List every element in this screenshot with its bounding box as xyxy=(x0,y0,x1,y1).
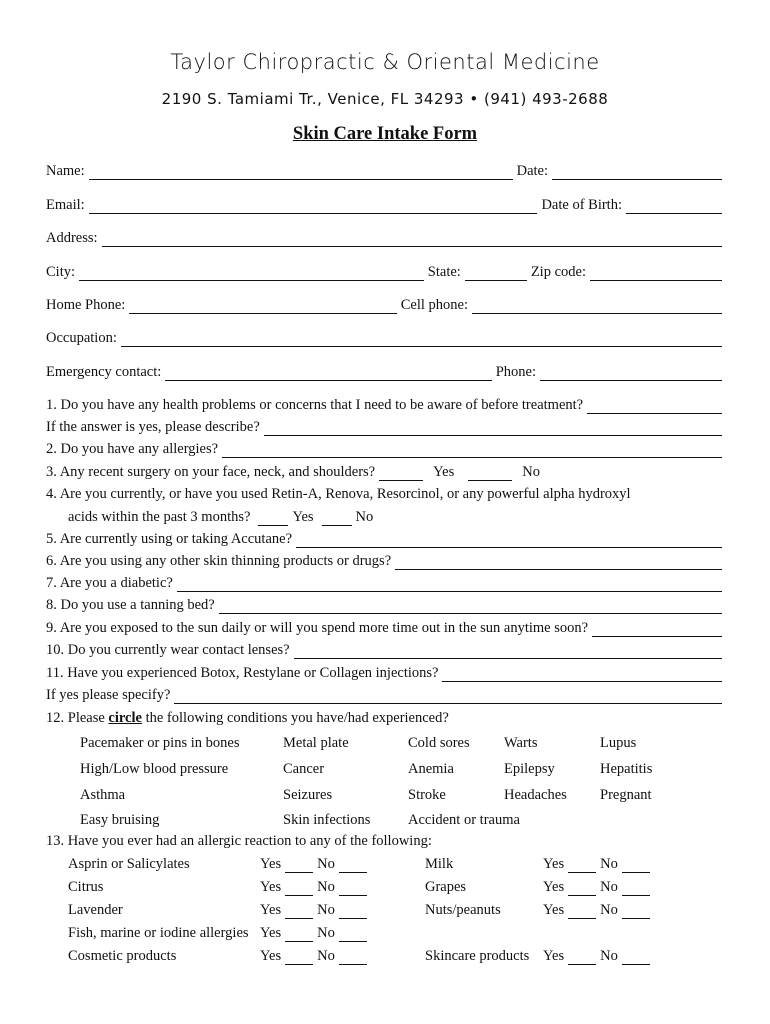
question-8 xyxy=(46,597,726,614)
allergen-label: Fish, marine or iodine allergies xyxy=(68,925,249,941)
yes-label: Yes xyxy=(543,902,565,918)
question-2-text: 2. Do you have any allergies? xyxy=(46,441,219,457)
yes-label: Yes xyxy=(543,948,565,964)
condition-item[interactable]: Accident or trauma xyxy=(408,812,520,828)
question-7-answer[interactable] xyxy=(177,577,722,592)
yes-blank[interactable] xyxy=(568,881,596,896)
allergen-label: Grapes xyxy=(425,879,467,895)
no-blank[interactable] xyxy=(339,927,367,942)
condition-item[interactable]: Metal plate xyxy=(283,735,349,751)
allergen-label: Nuts/peanuts xyxy=(425,902,501,918)
home-phone-label: Home Phone: xyxy=(46,297,126,313)
no-label: No xyxy=(317,948,335,964)
condition-item[interactable]: High/Low blood pressure xyxy=(80,761,229,777)
no-label: No xyxy=(600,879,618,895)
yes-label: Yes xyxy=(543,879,565,895)
practice-address: 2190 S. Tamiami Tr., Venice, FL 34293 • (941) 493-2688 xyxy=(161,90,609,108)
no-blank[interactable] xyxy=(622,881,650,896)
city-label: City: xyxy=(46,264,76,280)
yes-blank[interactable] xyxy=(285,858,313,873)
no-blank[interactable] xyxy=(339,950,367,965)
question-3-yes-label: Yes xyxy=(433,464,455,480)
allergen-yes-no xyxy=(543,879,654,896)
condition-item[interactable]: Epilepsy xyxy=(504,761,555,777)
emergency-contact-label: Emergency contact: xyxy=(46,364,162,380)
allergen-label: Asprin or Salicylates xyxy=(68,856,190,872)
question-13 xyxy=(46,833,726,850)
name-field[interactable] xyxy=(89,165,513,180)
condition-item[interactable]: Headaches xyxy=(504,787,567,803)
email-field[interactable] xyxy=(89,199,538,214)
question-8-text: 8. Do you use a tanning bed? xyxy=(46,597,215,613)
question-6-text: 6. Are you using any other skin thinning products or drugs? xyxy=(46,553,392,569)
question-9 xyxy=(46,620,726,637)
yes-blank[interactable] xyxy=(568,904,596,919)
condition-item[interactable]: Hepatitis xyxy=(600,761,653,777)
condition-item[interactable]: Seizures xyxy=(283,787,333,803)
allergen-label: Lavender xyxy=(68,902,123,918)
condition-item[interactable]: Cold sores xyxy=(408,735,470,751)
question-3-no-blank[interactable] xyxy=(468,466,512,481)
question-13-text: 13. Have you ever had an allergic reaction to any of the following: xyxy=(46,833,432,849)
no-label: No xyxy=(600,856,618,872)
emergency-row xyxy=(46,364,726,381)
question-6 xyxy=(46,553,726,570)
emergency-phone-label: Phone: xyxy=(495,364,536,380)
emergency-contact-field[interactable] xyxy=(165,366,491,381)
question-9-answer[interactable] xyxy=(592,622,722,637)
yes-blank[interactable] xyxy=(285,950,313,965)
allergen-yes-no xyxy=(260,856,371,873)
date-field[interactable] xyxy=(552,165,722,180)
condition-item[interactable]: Anemia xyxy=(408,761,454,777)
question-6-answer[interactable] xyxy=(395,555,722,570)
question-4-no-label: No xyxy=(355,509,374,525)
name-date-row xyxy=(46,163,726,180)
question-11-followup-text: If yes please specify? xyxy=(46,687,171,703)
question-8-answer[interactable] xyxy=(219,599,722,614)
allergen-yes-no xyxy=(543,902,654,919)
condition-item[interactable]: Pregnant xyxy=(600,787,652,803)
question-10-answer[interactable] xyxy=(294,644,722,659)
email-label: Email: xyxy=(46,197,85,213)
city-state-zip-row xyxy=(46,264,726,281)
question-10 xyxy=(46,642,726,659)
no-label: No xyxy=(317,925,335,941)
question-2 xyxy=(46,441,726,458)
question-1-followup-answer[interactable] xyxy=(264,421,722,436)
practice-name: Taylor Chiropractic & Oriental Medicine xyxy=(170,50,600,74)
address-label: Address: xyxy=(46,230,98,246)
address-field[interactable] xyxy=(102,232,722,247)
question-3-text: 3. Any recent surgery on your face, neck, and shoulders? xyxy=(46,464,376,480)
date-label: Date: xyxy=(516,163,548,179)
yes-blank[interactable] xyxy=(285,927,313,942)
allergen-label: Skincare products xyxy=(425,948,530,964)
no-blank[interactable] xyxy=(622,950,650,965)
form-title: Skin Care Intake Form xyxy=(292,124,478,144)
question-4-text: 4. Are you currently, or have you used Retin-A, Renova, Resorcinol, or any powerful alpha hydroxyl xyxy=(46,486,631,502)
yes-blank[interactable] xyxy=(285,904,313,919)
allergen-yes-no xyxy=(543,856,654,873)
question-1-followup xyxy=(46,419,726,436)
yes-label: Yes xyxy=(543,856,565,872)
allergen-label: Milk xyxy=(425,856,454,872)
allergen-yes-no xyxy=(543,948,654,965)
home-phone-field[interactable] xyxy=(129,299,396,314)
state-label: State: xyxy=(427,264,461,280)
no-blank[interactable] xyxy=(622,858,650,873)
city-field[interactable] xyxy=(79,266,424,281)
allergen-label: Citrus xyxy=(68,879,104,895)
condition-item[interactable]: Lupus xyxy=(600,735,637,751)
question-1 xyxy=(46,397,726,414)
yes-blank[interactable] xyxy=(568,858,596,873)
condition-item[interactable]: Warts xyxy=(504,735,538,751)
question-5 xyxy=(46,531,726,548)
no-blank[interactable] xyxy=(622,904,650,919)
question-1-answer[interactable] xyxy=(587,399,722,414)
question-3 xyxy=(46,464,726,481)
condition-item[interactable]: Skin infections xyxy=(283,812,371,828)
question-11-followup xyxy=(46,687,726,704)
question-3-yes-blank[interactable] xyxy=(379,466,423,481)
state-field[interactable] xyxy=(465,266,527,281)
question-7 xyxy=(46,575,726,592)
no-label: No xyxy=(317,856,335,872)
email-dob-row xyxy=(46,197,726,214)
dob-field[interactable] xyxy=(626,199,722,214)
question-4 xyxy=(46,486,726,503)
no-blank[interactable] xyxy=(339,881,367,896)
question-1-text: 1. Do you have any health problems or concerns that I need to be aware of before treatment? xyxy=(46,397,584,413)
no-label: No xyxy=(317,879,335,895)
question-12 xyxy=(46,710,726,727)
emergency-phone-field[interactable] xyxy=(540,366,722,381)
question-4-continued xyxy=(68,509,726,526)
question-9-text: 9. Are you exposed to the sun daily or will you spend more time out in the sun anytime soon? xyxy=(46,620,589,636)
question-11-followup-answer[interactable] xyxy=(174,689,722,704)
no-blank[interactable] xyxy=(339,904,367,919)
question-4-text-2: acids within the past 3 months? xyxy=(68,509,251,525)
yes-label: Yes xyxy=(260,879,282,895)
no-blank[interactable] xyxy=(339,858,367,873)
condition-item[interactable]: Pacemaker or pins in bones xyxy=(80,735,240,751)
question-11 xyxy=(46,665,726,682)
occupation-row xyxy=(46,330,726,347)
no-label: No xyxy=(600,902,618,918)
question-10-text: 10. Do you currently wear contact lenses? xyxy=(46,642,290,658)
zip-field[interactable] xyxy=(590,266,722,281)
condition-item[interactable]: Asthma xyxy=(80,787,126,803)
allergen-yes-no xyxy=(260,879,371,896)
cell-phone-field[interactable] xyxy=(472,299,722,314)
yes-blank[interactable] xyxy=(285,881,313,896)
question-5-text: 5. Are currently using or taking Accutane? xyxy=(46,531,293,547)
question-7-text: 7. Are you a diabetic? xyxy=(46,575,173,591)
occupation-label: Occupation: xyxy=(46,330,117,346)
yes-label: Yes xyxy=(260,925,282,941)
question-4-yes-label: Yes xyxy=(292,509,314,525)
question-2-answer[interactable] xyxy=(222,443,722,458)
condition-item[interactable]: Easy bruising xyxy=(80,812,160,828)
question-12-text: 12. Please circle the following conditions you have/had experienced? xyxy=(46,710,449,726)
address-row xyxy=(46,230,726,247)
question-11-text: 11. Have you experienced Botox, Restylane or Collagen injections? xyxy=(46,665,439,681)
allergen-label: Cosmetic products xyxy=(68,948,177,964)
condition-item[interactable]: Stroke xyxy=(408,787,446,803)
question-3-no-label: No xyxy=(522,464,540,480)
name-label: Name: xyxy=(46,163,85,179)
dob-label: Date of Birth: xyxy=(541,197,622,213)
allergen-yes-no xyxy=(260,948,371,965)
yes-blank[interactable] xyxy=(568,950,596,965)
zip-label: Zip code: xyxy=(530,264,586,280)
question-11-answer[interactable] xyxy=(442,667,722,682)
question-4-yes-blank[interactable] xyxy=(258,511,288,526)
allergen-yes-no xyxy=(260,902,371,919)
cell-phone-label: Cell phone: xyxy=(400,297,468,313)
yes-label: Yes xyxy=(260,902,282,918)
condition-item[interactable]: Cancer xyxy=(283,761,325,777)
occupation-field[interactable] xyxy=(121,332,722,347)
question-5-answer[interactable] xyxy=(296,533,722,548)
no-label: No xyxy=(317,902,335,918)
question-4-no-blank[interactable] xyxy=(322,511,352,526)
allergen-yes-no xyxy=(260,925,371,942)
no-label: No xyxy=(600,948,618,964)
question-1-followup-text: If the answer is yes, please describe? xyxy=(46,419,260,435)
phone-row xyxy=(46,297,726,314)
yes-label: Yes xyxy=(260,948,282,964)
yes-label: Yes xyxy=(260,856,282,872)
